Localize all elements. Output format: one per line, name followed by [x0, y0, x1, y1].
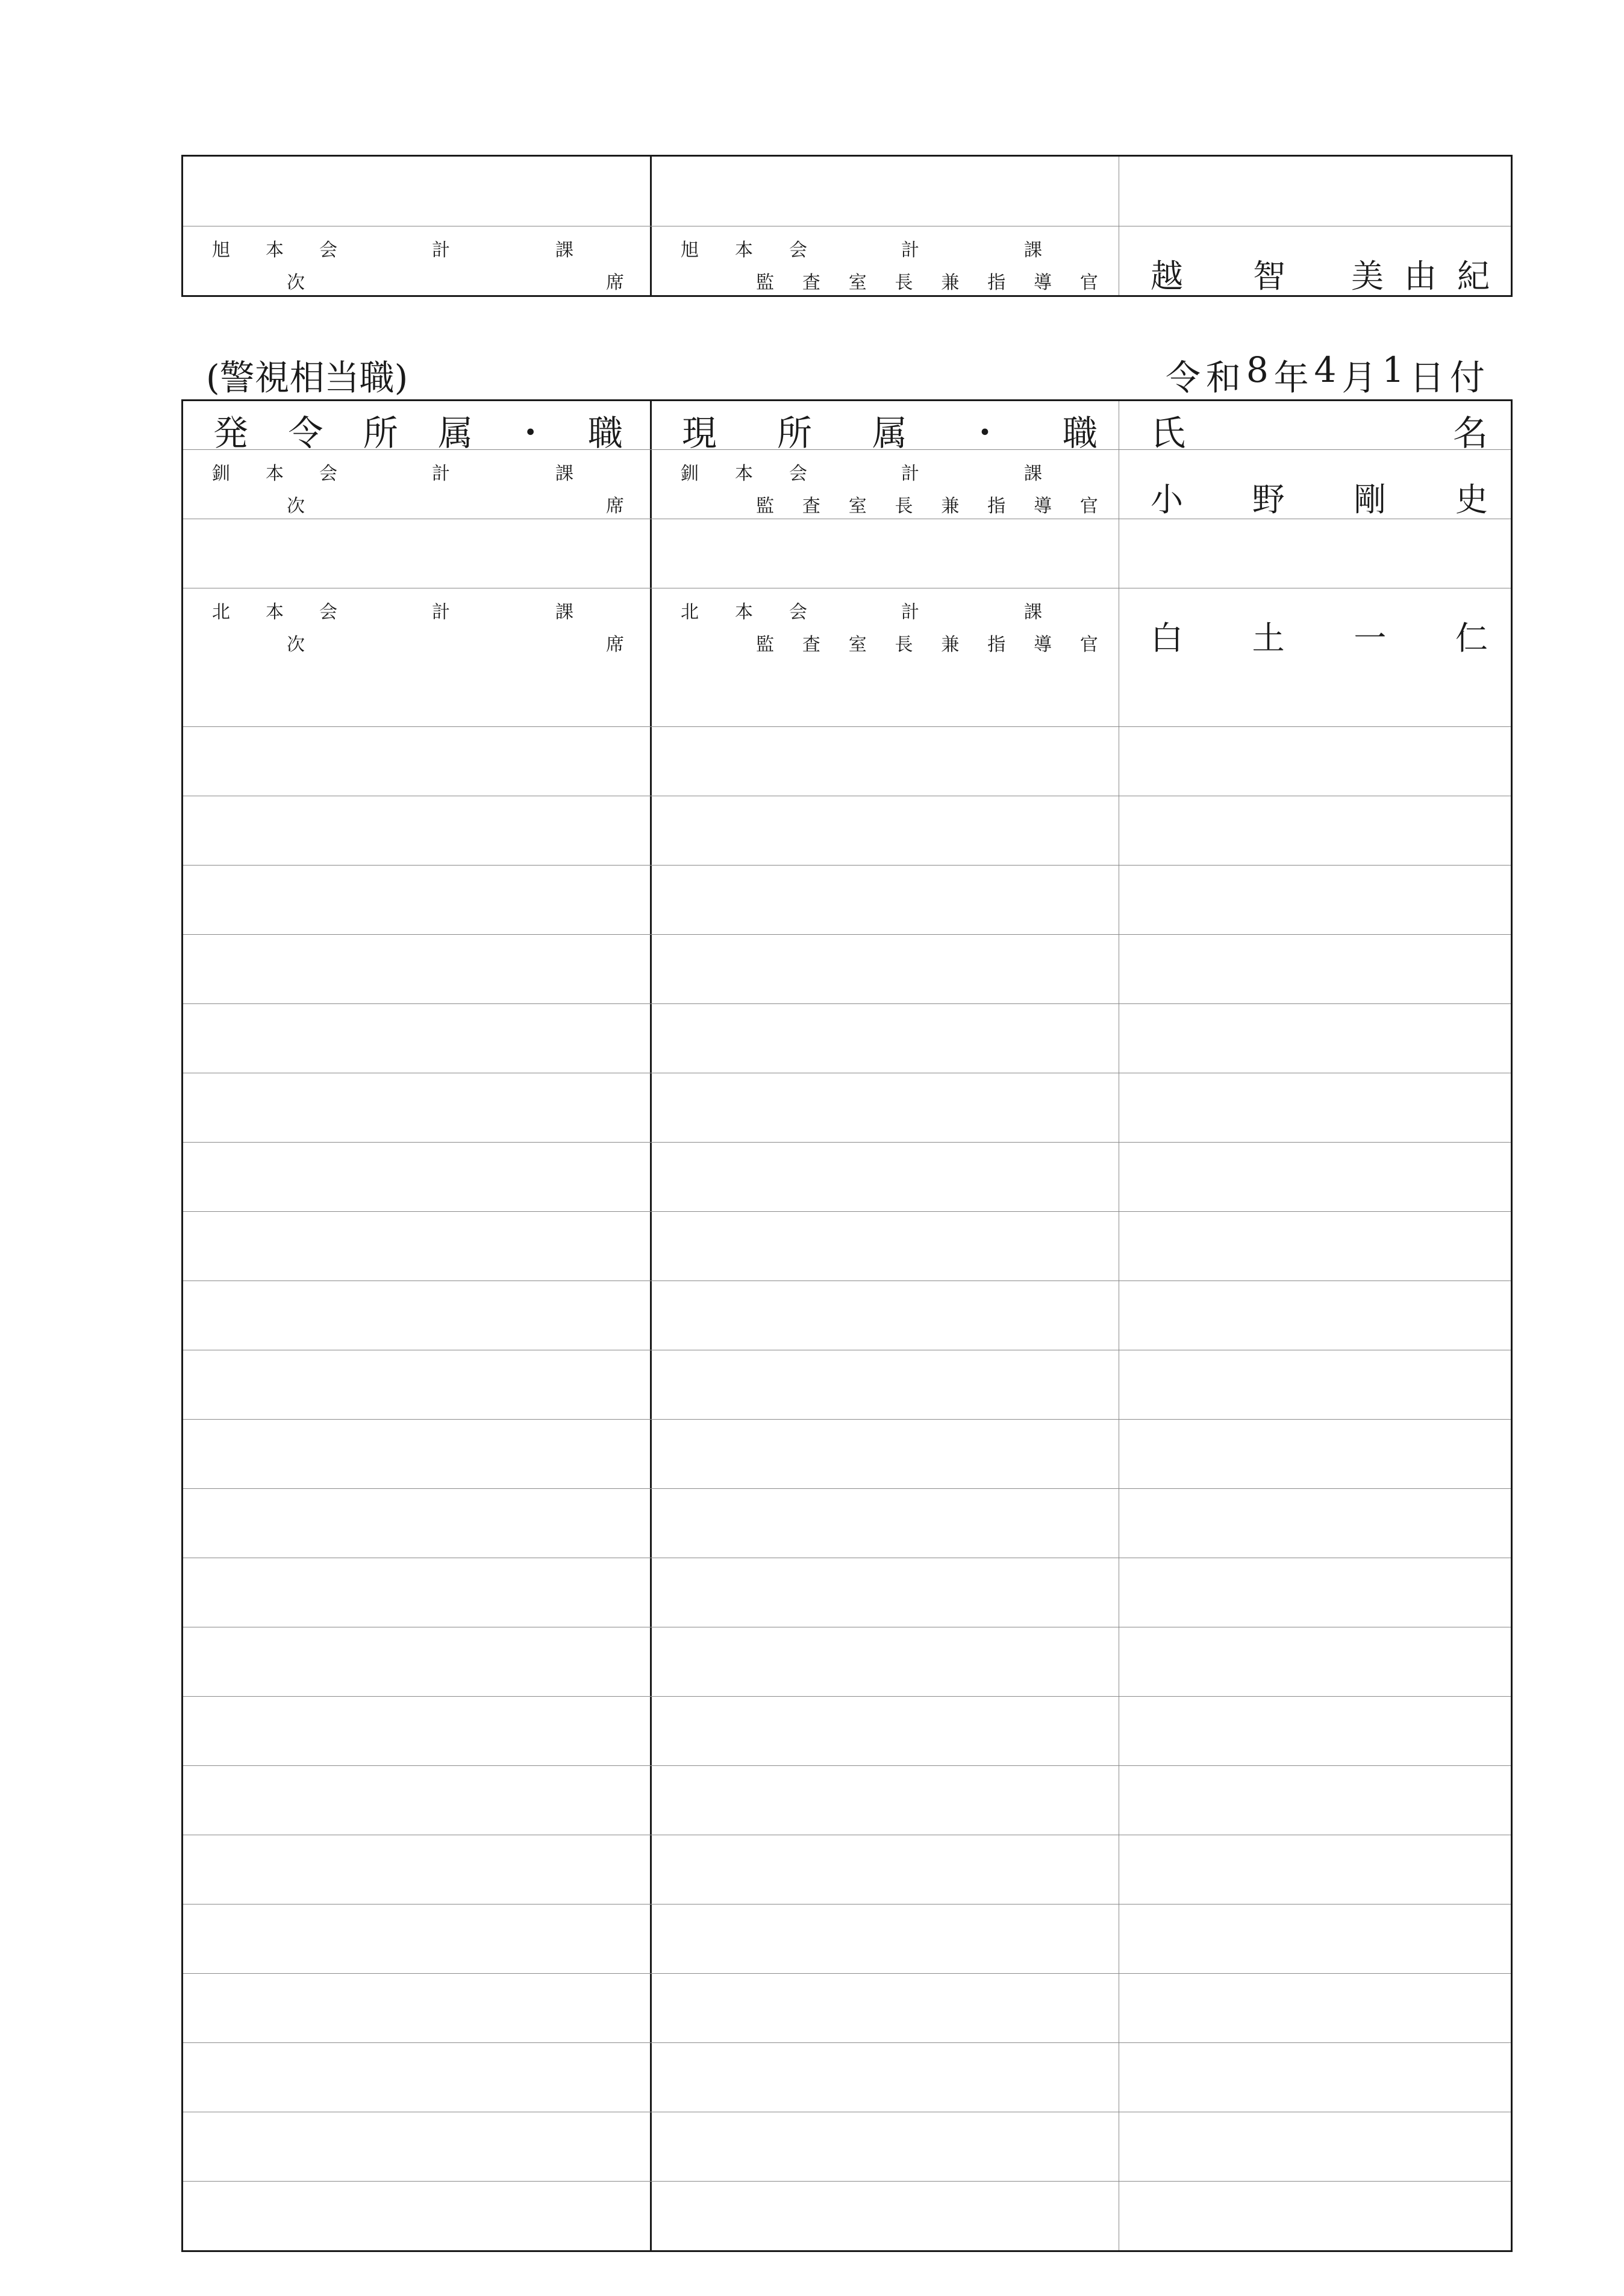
table-row	[183, 2181, 1511, 2250]
to-position-cell: 北 本 会 計 課 監 査 室 長 兼 指 導 官	[652, 588, 1119, 657]
to-dept-line: 旭 本 会	[681, 240, 807, 261]
to-title-line: 監 査 室 長 兼 指 導 官	[756, 272, 1098, 293]
table-cell	[652, 1004, 1119, 1073]
table-cell	[183, 1697, 652, 1765]
table-cell	[1119, 1835, 1511, 1904]
top-table-row-empty	[183, 157, 1511, 226]
table-cell	[652, 1281, 1119, 1350]
table-row	[183, 449, 1511, 519]
table-cell	[652, 1697, 1119, 1765]
table-cell	[1119, 935, 1511, 1003]
table-cell	[183, 796, 652, 865]
main-table	[181, 399, 1513, 2252]
table-cell	[1119, 2043, 1511, 2112]
table-cell	[1119, 1212, 1511, 1281]
table-row	[183, 1558, 1511, 1627]
table-cell	[1119, 657, 1511, 726]
table-cell	[652, 1835, 1119, 1904]
table-row	[183, 1835, 1511, 1904]
table-row	[183, 2042, 1511, 2112]
top-table-row-1	[183, 226, 1511, 295]
table-cell	[183, 1212, 652, 1281]
table-cell	[183, 1489, 652, 1558]
table-cell	[183, 1835, 652, 1904]
table-cell	[183, 1004, 652, 1073]
table-row	[183, 1350, 1511, 1419]
table-cell	[183, 1766, 652, 1835]
table-row	[183, 726, 1511, 796]
table-cell	[183, 1904, 652, 1973]
table-cell	[652, 796, 1119, 865]
header-row	[183, 401, 1511, 454]
table-cell	[652, 1073, 1119, 1142]
table-cell	[1119, 1420, 1511, 1488]
table-cell	[183, 2112, 652, 2181]
table-cell	[1119, 1974, 1511, 2042]
issue-date: 令 和 8 年 4 月 1 日 付	[1166, 349, 1485, 398]
table-cell	[1119, 2182, 1511, 2250]
table-row	[183, 1211, 1511, 1281]
table-cell	[183, 1281, 652, 1350]
table-cell	[652, 1766, 1119, 1835]
table-cell	[1119, 1489, 1511, 1558]
table-cell	[183, 1073, 652, 1142]
table-cell	[183, 935, 652, 1003]
table-cell	[1119, 1627, 1511, 1696]
table-cell	[1119, 1697, 1511, 1765]
table-cell	[1119, 1281, 1511, 1350]
table-cell	[652, 1420, 1119, 1488]
to-position-cell: 釧 本 会 計 課 監 査 室 長 兼 指 導 官	[652, 450, 1119, 519]
table-row	[183, 1904, 1511, 1973]
table-row	[183, 934, 1511, 1003]
table-cell	[652, 1974, 1119, 2042]
table-cell	[183, 1974, 652, 2042]
table-cell	[652, 1212, 1119, 1281]
table-cell	[652, 1489, 1119, 1558]
from-position-cell: 北 本 会 計 課 次 席	[183, 588, 652, 657]
table-row	[183, 2112, 1511, 2181]
table-cell	[183, 1627, 652, 1696]
table-row	[183, 865, 1511, 934]
table-cell	[652, 727, 1119, 796]
table-row	[183, 588, 1511, 657]
table-row	[183, 1419, 1511, 1488]
table-cell	[1119, 1143, 1511, 1211]
table-cell	[183, 1420, 652, 1488]
table-cell	[183, 866, 652, 934]
table-row	[183, 1696, 1511, 1765]
table-cell	[1119, 1004, 1511, 1073]
table-cell	[1119, 1558, 1511, 1627]
given-name: 美 由 紀	[1351, 257, 1490, 295]
table-row	[183, 1973, 1511, 2042]
table-cell	[652, 935, 1119, 1003]
table-cell	[183, 2182, 652, 2250]
table-row	[183, 1003, 1511, 1073]
table-row	[183, 1765, 1511, 1835]
table-cell	[1119, 1904, 1511, 1973]
table-cell	[652, 1143, 1119, 1211]
table-cell	[652, 1627, 1119, 1696]
table-cell	[183, 1350, 652, 1419]
table-cell	[1119, 866, 1511, 934]
table-cell	[183, 2043, 652, 2112]
table-row	[183, 1281, 1511, 1350]
name-cell: 白 土 一 仁	[1151, 619, 1488, 657]
table-cell	[183, 657, 652, 726]
top-table	[181, 155, 1513, 297]
name-cell: 小 野 剛 史	[1151, 481, 1488, 519]
table-cell	[1119, 796, 1511, 865]
blank-rows	[183, 657, 1511, 2250]
table-cell	[183, 1558, 652, 1627]
table-cell	[652, 1558, 1119, 1627]
table-cell	[652, 2043, 1119, 2112]
table-cell	[652, 1904, 1119, 1973]
table-cell	[1119, 1350, 1511, 1419]
table-cell	[1119, 727, 1511, 796]
table-cell	[1119, 1766, 1511, 1835]
header-to: 現 所 属 ・ 職	[652, 401, 1119, 449]
name-cell: 越 智 美 由 紀	[1119, 226, 1511, 295]
table-cell	[183, 727, 652, 796]
table-cell	[1119, 1073, 1511, 1142]
to-position-cell: 旭 本 会 計 課 監 査 室 長 兼 指 導 官	[652, 226, 1119, 295]
table-cell	[183, 1143, 652, 1211]
table-row	[183, 1627, 1511, 1696]
table-cell	[652, 866, 1119, 934]
table-row	[183, 519, 1511, 588]
table-cell	[652, 657, 1119, 726]
table-cell	[1119, 2112, 1511, 2181]
table-row	[183, 1488, 1511, 1558]
table-cell	[652, 1350, 1119, 1419]
from-dept-line: 旭 本 会	[212, 240, 337, 261]
from-position-cell: 旭 本 会 計 課 次 席	[183, 226, 652, 295]
header-from: 発 令 所 属 ・ 職	[183, 401, 652, 449]
table-row	[183, 1142, 1511, 1211]
table-row	[183, 657, 1511, 726]
category-heading: (警視相当職)	[206, 357, 408, 398]
from-position-cell: 釧 本 会 計 課 次 席	[183, 450, 652, 519]
from-title-line: 次 席	[287, 272, 624, 293]
table-row	[183, 796, 1511, 865]
header-name: 氏 名	[1151, 413, 1488, 454]
table-row	[183, 1073, 1511, 1142]
table-cell	[652, 2112, 1119, 2181]
table-cell	[652, 2182, 1119, 2250]
